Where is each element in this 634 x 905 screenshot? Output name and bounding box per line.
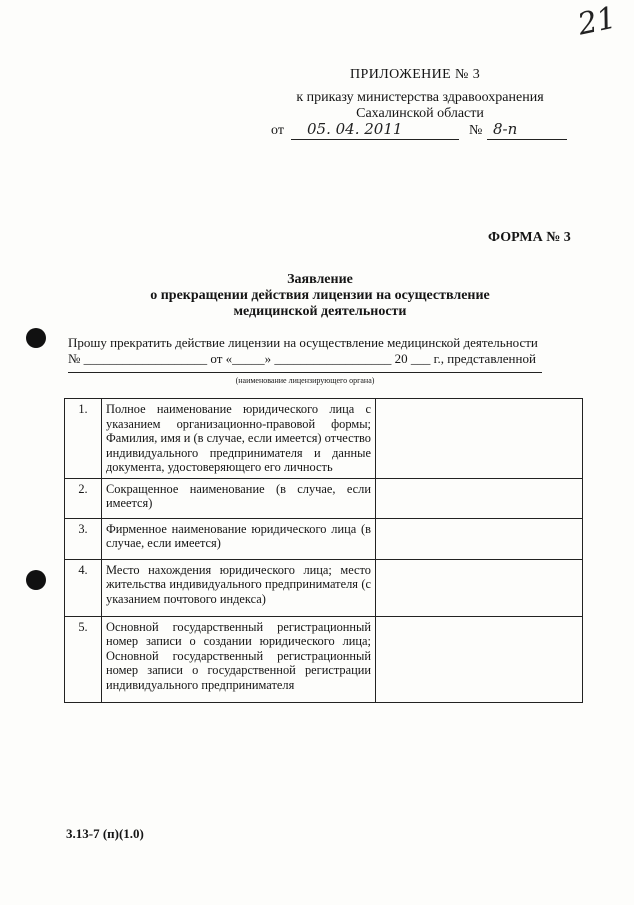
row-number: 5.: [65, 616, 102, 702]
row-description: Полное наименование юридического лица с указанием организационно-правовой формы; Фамилия, имя и (в случае, если имеется) отчество индивидуального предпринимателя и данные документа, удостоверяющего его личность: [102, 399, 376, 479]
table-row: [65, 478, 583, 518]
table-row: [65, 559, 583, 616]
request-intro: [68, 335, 548, 367]
page-number: 21: [574, 0, 620, 43]
binder-hole: [26, 328, 46, 348]
title-line-1: Заявление: [287, 272, 353, 287]
row-number: 2.: [65, 478, 102, 518]
licensing-authority-field-line[interactable]: [68, 372, 542, 373]
table-row: [65, 399, 583, 479]
number-underline: [487, 138, 567, 140]
application-table: [64, 398, 583, 703]
row-value-field[interactable]: [376, 616, 583, 702]
row-number: 4.: [65, 559, 102, 616]
order-date-number-line: [271, 120, 571, 143]
title-line-2: о прекращении действия лицензии на осуществление: [150, 288, 490, 303]
row-number: 3.: [65, 518, 102, 559]
appendix-order-line: к приказу министерства здравоохранения: [296, 90, 544, 105]
appendix-region-line: Сахалинской области: [356, 106, 484, 121]
row-description: Фирменное наименование юридического лица (в случае, если имеется): [102, 518, 376, 559]
row-value-field[interactable]: [376, 399, 583, 479]
date-underline: [291, 138, 459, 140]
order-date-handwritten: 05. 04. 2011: [307, 120, 403, 138]
title-line-3: медицинской деятельности: [233, 304, 407, 319]
licensing-authority-caption: (наименование лицензирующего органа): [235, 376, 375, 385]
appendix-title: ПРИЛОЖЕНИЕ № 3: [350, 67, 481, 82]
intro-line-1: Прошу прекратить действие лицензии на осуществление медицинской деятельности: [68, 335, 538, 350]
row-value-field[interactable]: [376, 518, 583, 559]
form-code: 3.13-7 (п)(1.0): [66, 826, 144, 841]
number-label: №: [469, 123, 483, 138]
document-title: [100, 272, 540, 320]
row-value-field[interactable]: [376, 478, 583, 518]
row-description: Основной государственный регистрационный номер записи о создании юридического лица; Основной государственный регистрационный номер записи о государственной регистрации индивидуального предпринимателя: [102, 616, 376, 702]
from-label: от: [271, 123, 284, 138]
row-value-field[interactable]: [376, 559, 583, 616]
row-description: Место нахождения юридического лица; место жительства индивидуального предпринимателя (с указанием почтового индекса): [102, 559, 376, 616]
table-row: [65, 518, 583, 559]
binder-hole: [26, 570, 46, 590]
row-description: Сокращенное наименование (в случае, если имеется): [102, 478, 376, 518]
table-row: [65, 616, 583, 702]
form-number: ФОРМА № 3: [488, 230, 571, 245]
order-number-handwritten: 8-п: [493, 120, 518, 138]
row-number: 1.: [65, 399, 102, 479]
intro-line-2: № ___________________ от «_____» __________________ 20 ___ г., представленной: [68, 351, 536, 366]
